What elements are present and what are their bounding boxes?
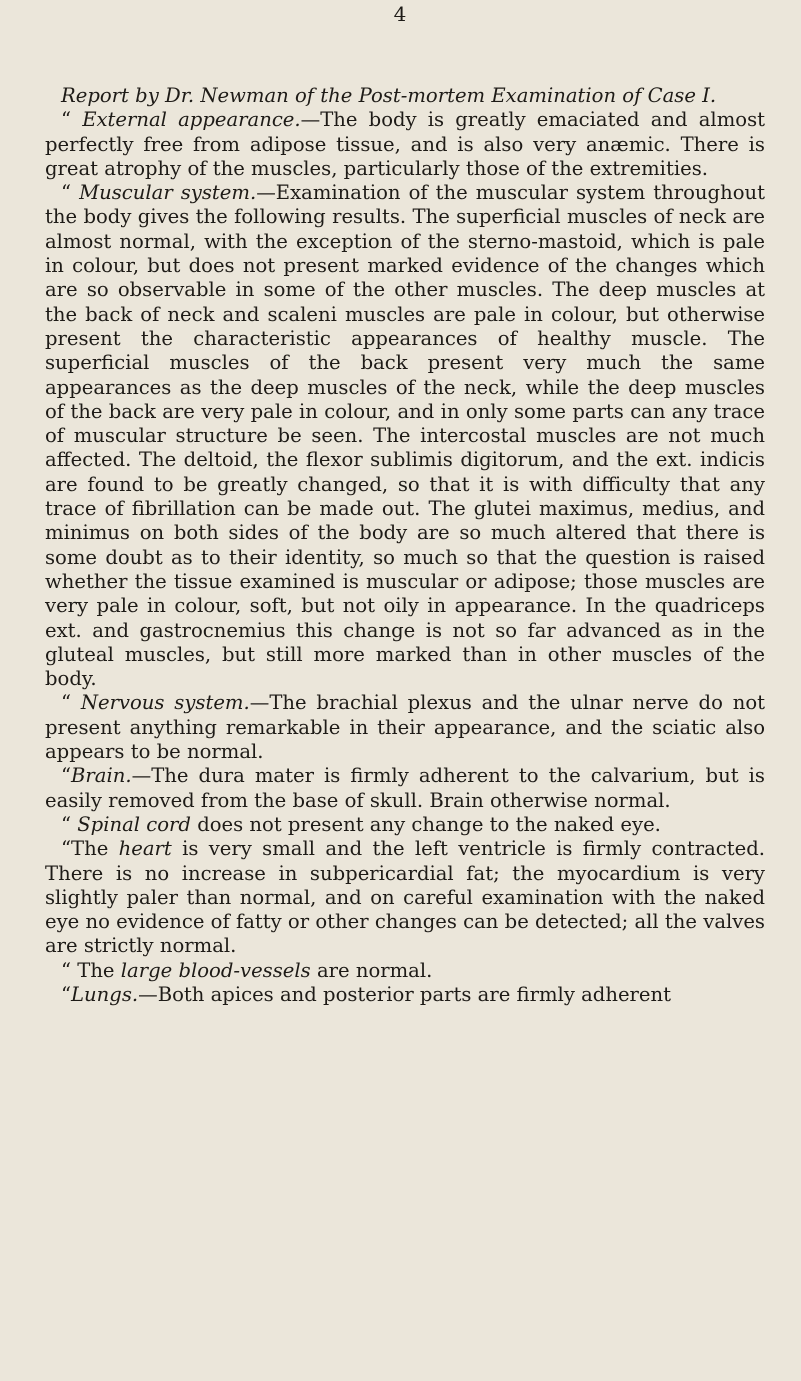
section-label-heart: heart [118, 837, 172, 861]
paragraph-body: are normal. [310, 958, 433, 982]
paragraph-external-appearance [45, 108, 765, 181]
paragraph-lead: “ [61, 108, 83, 132]
section-label-blood-vessels: large blood-vessels [120, 958, 311, 982]
paragraph-lead: “ [61, 982, 72, 1006]
paragraph-lead: “ [61, 691, 81, 715]
section-label-external-appearance: External appearance. [82, 108, 301, 132]
section-label-spinal-cord: Spinal cord [77, 812, 191, 836]
report-title: Report by Dr. Newman of the Post-mortem Examination of Case I. [61, 84, 717, 107]
page-number: 4 [393, 2, 408, 26]
paragraph-body: —The body is greatly emaciated and almost perfectly free from adipose tissue, and is also very anæmic. There is great atrophy of the muscles, particularly those of the extremities. [45, 108, 766, 180]
report-text [45, 84, 765, 1007]
paragraph-heart [45, 837, 765, 958]
paragraph-nervous-system [45, 691, 765, 764]
paragraph-body: is very small and the left ventricle is firmly contracted. There is no increase in subpericardial fat; the myocardium is very slightly paler than normal, and on careful examination with the naked eye no evidence of fatty or other changes can be detected; all the valves are strictly normal. [45, 837, 765, 958]
section-label-muscular-system: Muscular system. [79, 181, 257, 205]
section-label-brain: Brain. [71, 764, 132, 788]
paragraph-muscular-system [45, 181, 765, 691]
paragraph-lungs [45, 983, 765, 1007]
paragraph-body: does not present any change to the naked eye. [190, 812, 661, 836]
paragraph-body: —Examination of the muscular system throughout the body gives the following results. The superficial muscles of neck are almost normal, with the exception of the sterno-mastoid, which is pale in colour, but does not present marked evidence of the changes which are so observable in some of the other muscles. The deep muscles at the back of neck and scaleni muscles are pale in colour, but otherwise present the characteristic appearances of healthy muscle. The superficial muscles of the back present very much the same appearances as the deep muscles of the neck, while the deep muscles of the back are very pale in colour, and in only some parts can any trace of muscular structure be seen. The intercostal muscles are not much affected. The deltoid, the flexor sublimis digitorum, and the ext. indicis are found to be greatly changed, so that it is with difficulty that any trace of fibrillation can be made out. The glutei maximus, medius, and minimus on both sides of the body are so much altered that there is some doubt as to their identity, so much so that the question is raised whether the tissue examined is muscular or adipose; those muscles are very pale in colour, soft, but not oily in appearance. In the quadriceps ext. and gastrocnemius this change is not so far advanced as in the gluteal muscles, but still more marked than in other muscles of the body. [45, 181, 765, 691]
paragraph-lead: “ [61, 181, 80, 205]
paragraph-brain [45, 764, 765, 813]
paragraph-body: —The dura mater is firmly adherent to the calvarium, but is easily removed from the base of skull. Brain otherwise normal. [45, 764, 765, 812]
section-label-nervous-system: Nervous system. [80, 691, 250, 715]
paragraph-body: —Both apices and posterior parts are firmly adherent [138, 982, 672, 1006]
paragraph-lead: “ [61, 812, 78, 836]
paragraph-blood-vessels [45, 959, 765, 983]
paragraph-spinal-cord [45, 813, 765, 837]
paragraph-lead: “ The [61, 958, 121, 982]
section-label-lungs: Lungs. [71, 982, 139, 1006]
paragraph-lead: “The [61, 837, 119, 861]
paragraph-lead: “ [61, 764, 72, 788]
paragraph-body: —The brachial plexus and the ulnar nerve do not present anything remarkable in their appearance, and the sciatic also appears to be normal. [45, 691, 765, 764]
